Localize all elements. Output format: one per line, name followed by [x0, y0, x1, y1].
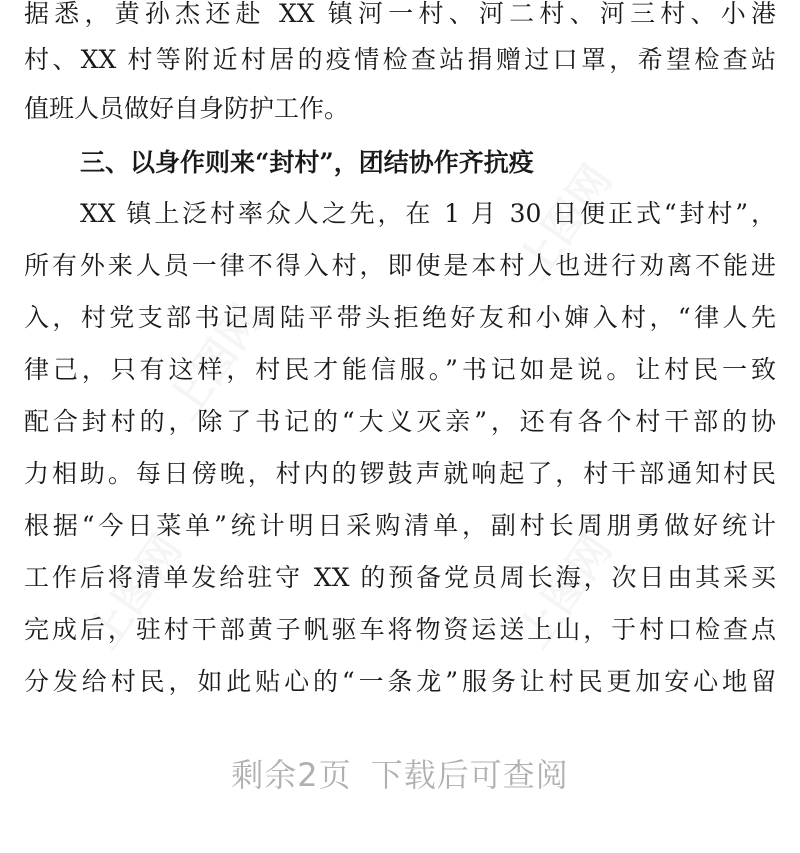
paragraph-line: XX 镇上泛村率众人之先，在 1 月 30 日便正式“封村”，	[80, 199, 776, 228]
paragraph-line: 分发给村民，如此贴心的“一条龙”服务让村民更加安心地留	[24, 667, 776, 696]
section-heading: 三、以身作则来“封村”，团结协作齐抗疫	[80, 148, 534, 177]
paragraph-line: 配合封村的，除了书记的“大义灭亲”，还有各个村干部的协	[24, 407, 776, 436]
watermark: 上图网	[508, 155, 622, 288]
paragraph-line: 完成后，驻村干部黄子帆驱车将物资运送上山，于村口检查点	[24, 615, 776, 644]
paragraph-line: 律己，只有这样，村民才能信服。”书记如是说。让村民一致	[24, 355, 776, 384]
paragraph-line: 村、XX 村等附近村居的疫情检查站捐赠过口罩，希望检查站	[24, 45, 776, 74]
watermark: 上图网	[508, 525, 622, 658]
paragraph-line: 所有外来人员一律不得入村，即使是本村人也进行劝离不能进	[24, 251, 776, 280]
paragraph-line: 值班人员做好自身防护工作。	[24, 94, 350, 123]
paragraph-line: 根据“今日菜单”统计明日采购清单，副村长周朋勇做好统计	[24, 511, 776, 540]
paragraph-line: 力相助。每日傍晚，村内的锣鼓声就响起了，村干部通知村民	[24, 459, 776, 488]
download-prompt[interactable]: 剩余2页 下载后可查阅	[231, 756, 569, 794]
paragraph-line: 据悉，黄孙杰还赴 XX 镇河一村、河二村、河三村、小港	[24, 0, 776, 28]
paragraph-line: 工作后将清单发给驻守 XX 的预备党员周长海，次日由其采买	[24, 563, 776, 592]
watermark: 上图网	[158, 295, 272, 428]
watermark: 上图网	[78, 525, 192, 658]
paragraph-line: 入，村党支部书记周陆平带头拒绝好友和小婶入村，“律人先	[24, 303, 776, 332]
